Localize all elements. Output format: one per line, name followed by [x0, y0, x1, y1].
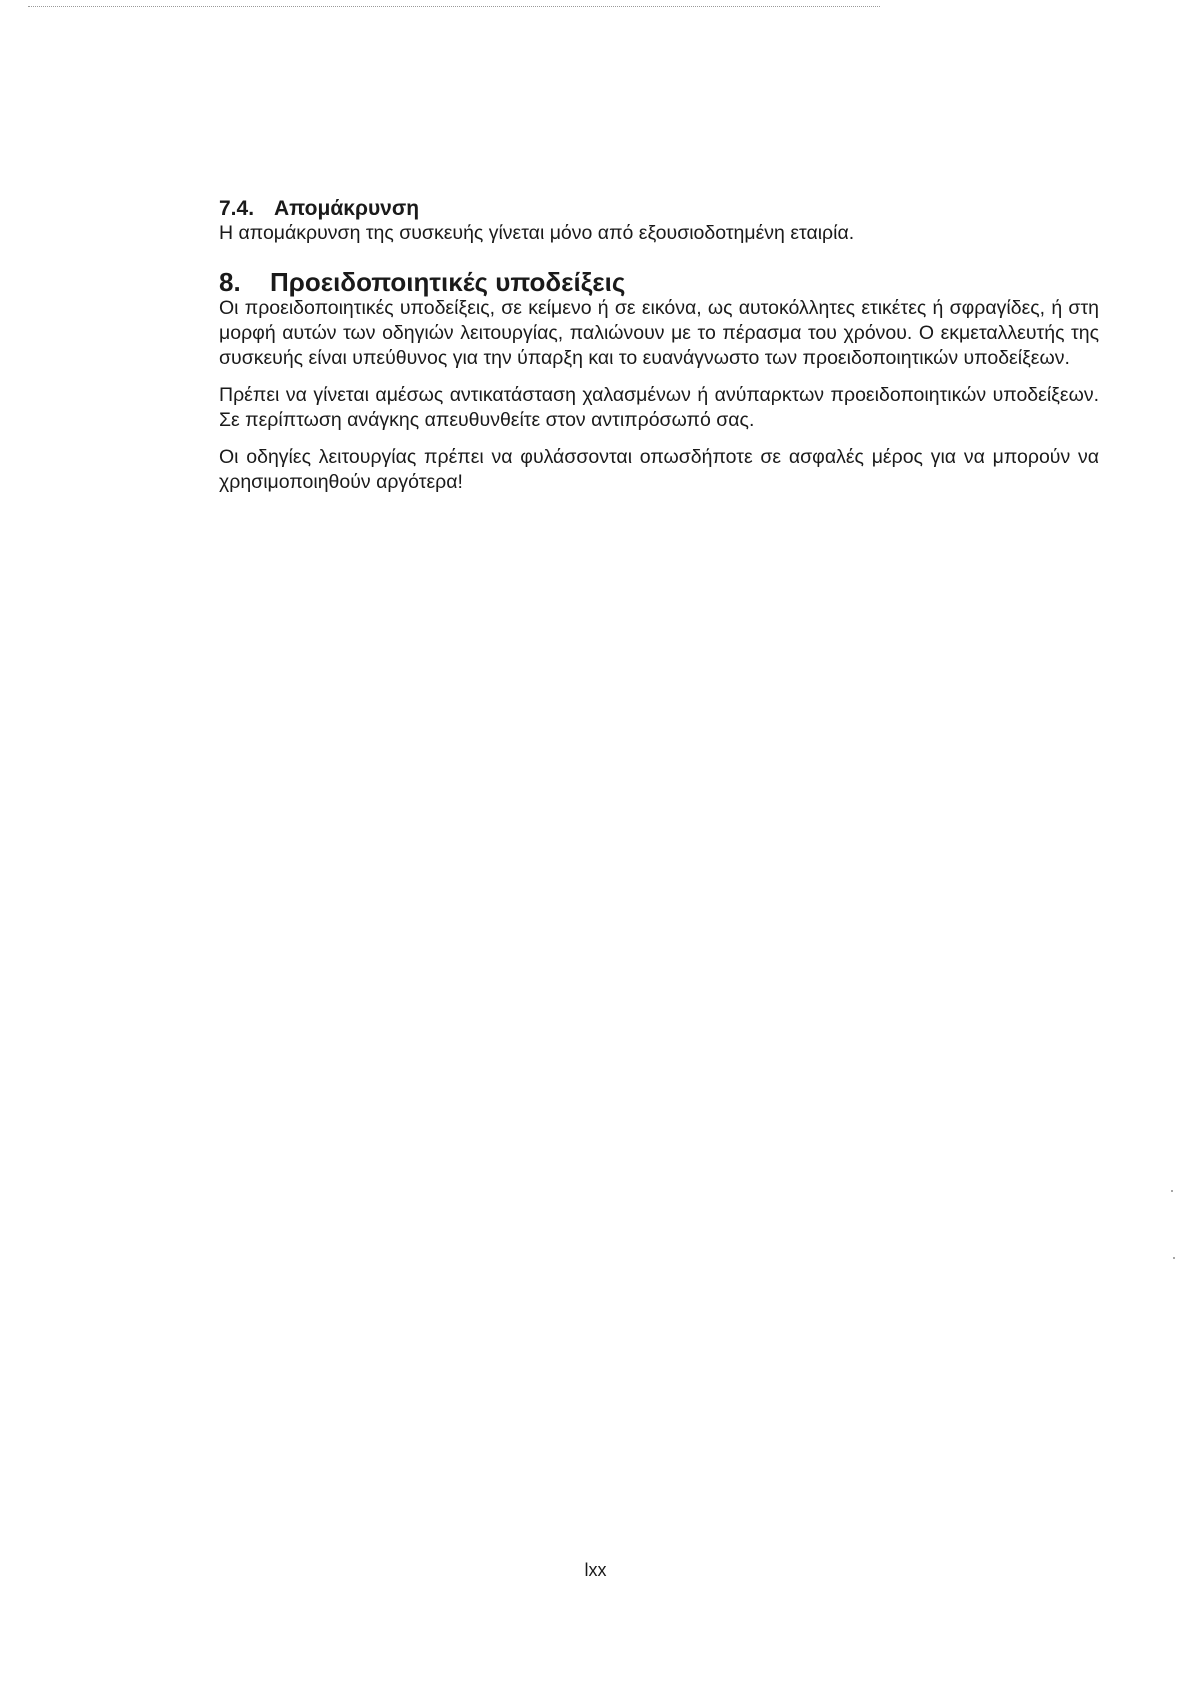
section-paragraph-2: Πρέπει να γίνεται αμέσως αντικατάσταση χαλασμένων ή ανύπαρκτων προειδοποιητικών υποδείξεων. Σε περίπτωση ανάγκης απευθυνθείτε στον αντιπρόσωπό σας.: [219, 384, 1099, 431]
subsection-body: Η απομάκρυνση της συσκευής γίνεται μόνο από εξουσιοδοτημένη εταιρία.: [219, 222, 855, 244]
subsection-title: Απομάκρυνση: [274, 197, 420, 220]
section-paragraph-1: Οι προειδοποιητικές υποδείξεις, σε κείμενο ή σε εικόνα, ως αυτοκόλλητες ετικέτες ή σφραγίδες, ή στη μορφή αυτών των οδηγιών λειτουργίας, παλιώνουν με το πέρασμα του χρόνου. Ο εκμεταλλευτής της συσκευής είναι υπεύθυνος για την ύπαρξη και το ευανάγνωστο των προειδοποιητικών υποδείξεων.: [219, 297, 1099, 369]
section-title: Προειδοποιητικές υποδείξεις: [270, 267, 626, 297]
scan-speck: [1173, 1257, 1175, 1259]
section-number: 8.: [219, 267, 241, 297]
section-heading: [219, 268, 1099, 296]
scan-speck: [1171, 1190, 1173, 1192]
subsection-number: 7.4.: [219, 197, 255, 220]
scan-artifact-line: [28, 6, 880, 7]
page-number: lxx: [584, 1560, 607, 1580]
page-content: [219, 196, 1099, 495]
subsection-heading: [219, 196, 1099, 221]
section-paragraph-3: Οι οδηγίες λειτουργίας πρέπει να φυλάσσονται οπωσδήποτε σε ασφαλές μέρος για να μπορούν να χρησιμοποιηθούν αργότερα!: [219, 446, 1099, 493]
